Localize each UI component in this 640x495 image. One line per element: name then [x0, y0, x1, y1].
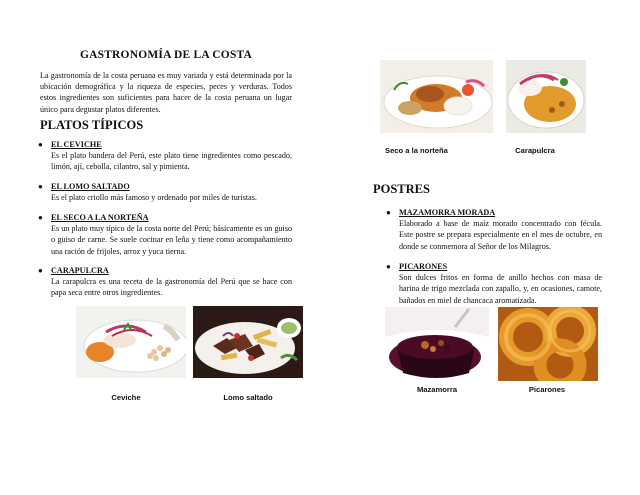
item-text: Es el plato bandera del Perú, este plato tiene ingredientes como pescado, limón, ají, cebolla, cilantro, sal y pimienta. [51, 151, 292, 172]
caption-mazamorra: Mazamorra [416, 385, 458, 394]
item-heading: CARAPULCRA [51, 266, 109, 275]
mazamorra-photo [385, 307, 489, 381]
item-text: Elaborado a base de maíz morado concentrado con fécula. Este postre se prepara especialmente en el mes de octubre, en donde se conmemora al Señor de los Milagros. [399, 219, 602, 251]
caption-ceviche: Ceviche [111, 393, 141, 402]
item-text: Es un plato muy típico de la costa norte del Perú; básicamente es un guiso o guiso de carne. Se suele cocinar en leña y tiene como acompañamiento una ración de frijoles, arroz y yuca tierna. [51, 224, 292, 256]
item-heading: MAZAMORRA MORADA [399, 208, 496, 217]
bullet-icon: ● [386, 208, 391, 217]
item-heading: EL CEVICHE [51, 140, 102, 149]
item-heading: PICARONES [399, 262, 448, 271]
bullet-icon: ● [38, 140, 43, 149]
list-item-lomo [38, 181, 292, 203]
list-item-carapulcra [38, 265, 292, 299]
bullet-icon: ● [386, 262, 391, 271]
caption-lomo-saltado: Lomo saltado [223, 393, 273, 402]
list-item-picarones [386, 261, 602, 306]
intro-paragraph: La gastronomía de la costa peruana es muy variada y está determinada por la ubicación demográfica y la riqueza de especies, peces y verduras. Todos estos ingredientes son suficientes para hacer de la costa peruana un lugar único para degustar platos diferentes. [40, 71, 292, 114]
list-item-mazamorra [386, 207, 602, 252]
lomo-saltado-photo [193, 306, 303, 378]
page-title: GASTRONOMÍA DE LA COSTA [79, 49, 253, 61]
seco-photo [380, 60, 493, 133]
item-heading: EL SECO A LA NORTEÑA [51, 213, 149, 222]
item-text: La carapulcra es una receta de la gastronomía del Perú que se hace con papa seca entre otros ingredientes. [51, 277, 292, 298]
bullet-icon: ● [38, 182, 43, 191]
picarones-photo [498, 307, 598, 381]
ceviche-photo [76, 306, 186, 378]
bullet-icon: ● [38, 213, 43, 222]
item-text: Es el plato criollo más famoso y ordenado por miles de turistas. [51, 193, 257, 203]
caption-seco: Seco a la norteña [385, 146, 448, 155]
section-heading-platos: PLATOS TÍPICOS [40, 118, 144, 132]
section-heading-postres: POSTRES [373, 182, 430, 196]
caption-carapulcra: Carapulcra [515, 146, 555, 155]
bullet-icon: ● [38, 266, 43, 275]
caption-picarones: Picarones [528, 385, 566, 394]
list-item-ceviche [38, 139, 292, 173]
item-heading: EL LOMO SALTADO [51, 182, 130, 191]
item-text: Son dulces fritos en forma de anillo hechos con masa de harina de trigo mezclada con zapallo, y, en ocasiones, camote, bañados en miel de chancaca aromatizada. [399, 273, 602, 305]
carapulcra-photo [506, 60, 586, 133]
list-item-seco [38, 212, 292, 257]
